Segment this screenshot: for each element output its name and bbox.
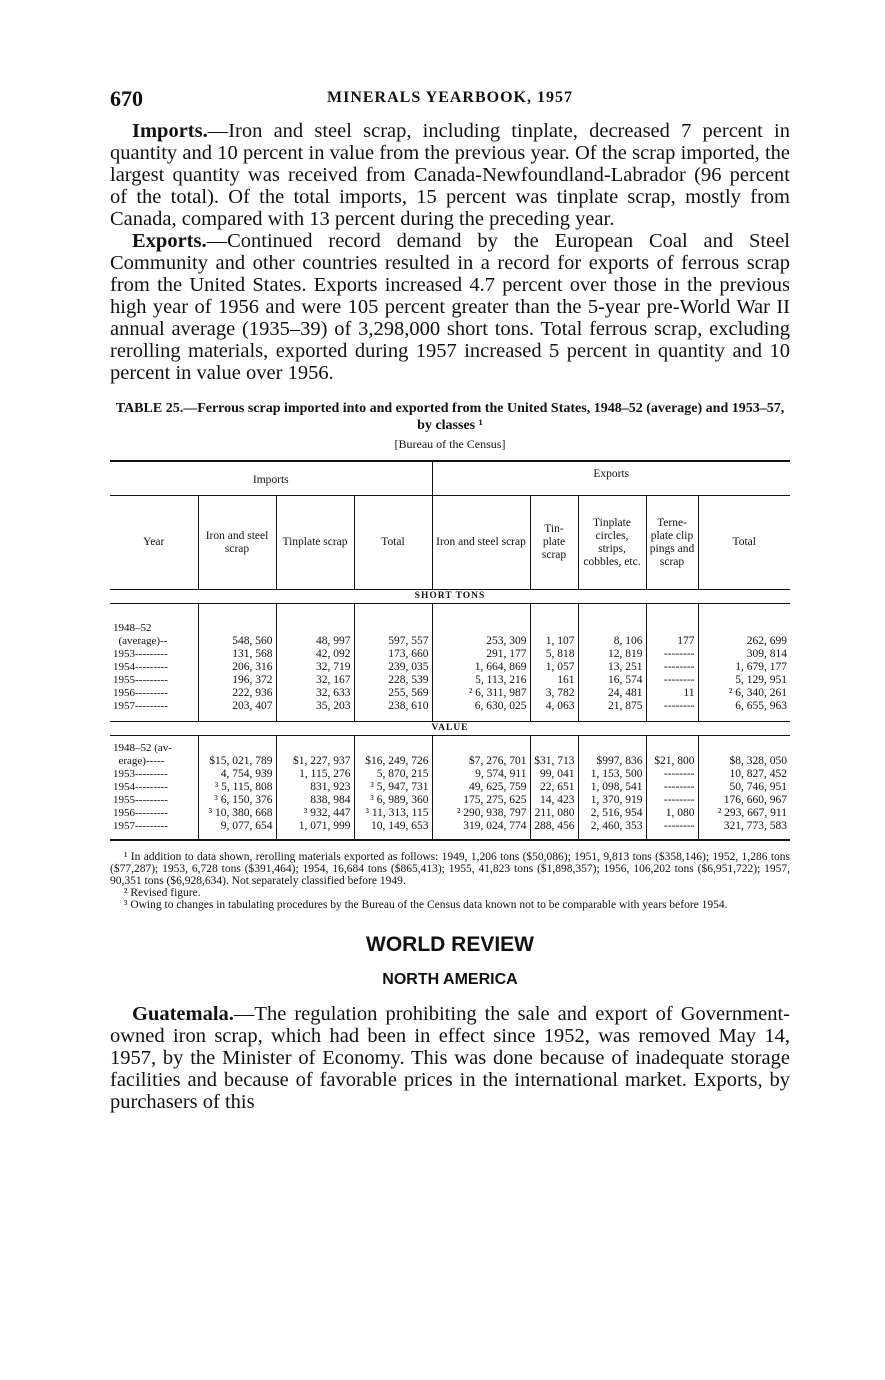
short-tons-exp-terne: 177 -------- -------- -------- 11 -------- (663, 635, 695, 712)
short-tons-imp-total: 597, 557 173, 660 239, 035 228, 539 255, 569 238, 610 (388, 635, 429, 712)
running-head: MINERALS YEARBOOK, 1957 (327, 89, 573, 106)
short-tons-imp-tin: 48, 997 42, 092 32, 719 32, 167 32, 633 35, 203 (316, 635, 351, 712)
exports-heading: Exports. (132, 230, 207, 252)
scrap-table (110, 460, 790, 843)
value-exp-terne: $21, 800 -------- -------- -------- 1, 080 -------- (654, 755, 695, 832)
col-exp-terne: Terne-plate clip pings and scrap (646, 496, 698, 590)
footnote-1: ¹ In addition to data shown, rerolling materials exported as follows: 1949, 1,206 tons ($50,086); 1951, 9,813 tons ($358,146); 1952, 1,286 tons ($77,287); 1953, 6,728 tons ($391,464); 1954, 16,684 tons ($865,413); 1955, 41,823 tons ($1,898,357); 1956, 106,202 tons ($6,951,722); 1957, 90,351 tons ($6,928,634). Not separately classified before 1949. (110, 851, 790, 887)
table-source: [Bureau of the Census] (394, 437, 506, 451)
short-tons-exp-total: 262, 699 309, 814 1, 679, 177 5, 129, 951 ² 6, 340, 261 6, 655, 963 (728, 635, 787, 712)
value-years: 1948–52 (av- erage)----- 1953--------- 1954--------- 1955--------- 1956--------- 1957--------- (113, 742, 172, 832)
col-imp-total: Total (354, 496, 432, 590)
short-tons-imp-iron: 548, 560 131, 568 206, 316 196, 372 222, 936 203, 407 (232, 635, 273, 712)
table-caption: TABLE 25.—Ferrous scrap imported into and exported from the United States, 1948–52 (average) and 1953–57, by classes ¹ (115, 401, 785, 433)
imports-group-header: Imports (110, 461, 432, 496)
exports-group-header: Exports (432, 461, 790, 496)
guatemala-paragraph (110, 1003, 790, 1113)
col-year: Year (143, 536, 165, 548)
col-exp-circles: Tinplate circles, strips, cobbles, etc. (578, 496, 646, 590)
section-value: VALUE (110, 722, 790, 736)
col-exp-iron: Iron and steel scrap (432, 496, 530, 590)
page (110, 86, 790, 1113)
col-exp-total: Total (698, 496, 790, 590)
value-imp-tin: $1, 227, 937 1, 115, 276 831, 923 838, 984 ³ 932, 447 1, 071, 999 (293, 755, 351, 832)
table-footnotes (110, 851, 790, 911)
short-tons-years: 1948–52 (average)-- 1953--------- 1954--------- 1955--------- 1956--------- 1957--------- (113, 622, 168, 712)
footnote-3: ³ Owing to changes in tabulating procedures by the Bureau of the Census data known not to be comparable with years before 1954. (124, 899, 728, 911)
value-exp-tin: $31, 713 99, 041 22, 651 14, 423 211, 080 288, 456 (534, 755, 575, 832)
north-america-heading: NORTH AMERICA (382, 971, 518, 988)
col-exp-tin: Tin-plate scrap (530, 496, 578, 590)
guatemala-heading: Guatemala. (132, 1003, 234, 1025)
page-header (110, 86, 790, 120)
guatemala-text: —The regulation prohibiting the sale and export of Government-owned iron scrap, which had been in effect since 1952, was removed May 14, 1957, by the Minister of Economy. This was done because of inadequate storage facilities and because of favorable prices in the international market. Exports, by purchasers of this (110, 1003, 790, 1113)
short-tons-exp-iron: 253, 309 291, 177 1, 664, 869 5, 113, 216 ² 6, 311, 987 6, 630, 025 (468, 635, 527, 712)
page-number: 670 (110, 86, 143, 111)
value-exp-circles: $997, 836 1, 153, 500 1, 098, 541 1, 370, 919 2, 516, 954 2, 460, 353 (590, 755, 643, 832)
short-tons-block (110, 604, 790, 722)
col-imp-iron: Iron and steel scrap (198, 496, 276, 590)
short-tons-exp-tin: 1, 107 5, 818 1, 057 161 3, 782 4, 063 (545, 635, 575, 712)
section-short-tons: SHORT TONS (110, 590, 790, 604)
imports-text: —Iron and steel scrap, including tinplate, decreased 7 percent in quantity and 10 percent in value from the previous year. Of the scrap imported, the largest quantity was received from Canada-Newfoundland-Labrador (96 percent of the total). Of the total imports, 15 percent was tinplate scrap, mostly from Canada, compared with 13 percent during the preceding year. (110, 120, 790, 230)
imports-heading: Imports. (132, 120, 208, 142)
value-exp-total: $8, 328, 050 10, 827, 452 50, 746, 951 176, 660, 967 ² 293, 667, 911 321, 773, 583 (717, 755, 787, 832)
value-imp-total: $16, 249, 726 5, 870, 215 ³ 5, 947, 731 ³ 6, 989, 360 ³ 11, 313, 115 10, 149, 653 (365, 755, 429, 832)
col-imp-tin: Tinplate scrap (276, 496, 354, 590)
imports-paragraph (110, 120, 790, 230)
value-block (110, 736, 790, 841)
footnote-2: ² Revised figure. (124, 887, 201, 899)
short-tons-exp-circles: 8, 106 12, 819 13, 251 16, 574 24, 481 21, 875 (608, 635, 643, 712)
exports-paragraph (110, 230, 790, 384)
exports-text: —Continued record demand by the European Coal and Steel Community and other countries resulted in a record for exports of ferrous scrap from the United States. Exports increased 4.7 percent over those in the previous high year of 1956 and were 105 percent greater than the 5-year pre-World War II annual average (1935–39) of 3,298,000 short tons. Total ferrous scrap, excluding rerolling materials, exported during 1957 increased 5 percent in quantity and 10 percent in value over 1956. (110, 230, 790, 384)
value-exp-iron: $7, 276, 701 9, 574, 911 49, 625, 759 175, 275, 625 ² 290, 938, 797 319, 024, 774 (456, 755, 527, 832)
value-imp-iron: $15, 021, 789 4, 754, 939 ³ 5, 115, 808 ³ 6, 150, 376 ³ 10, 380, 668 9, 077, 654 (208, 755, 273, 832)
world-review-heading: WORLD REVIEW (366, 933, 534, 956)
